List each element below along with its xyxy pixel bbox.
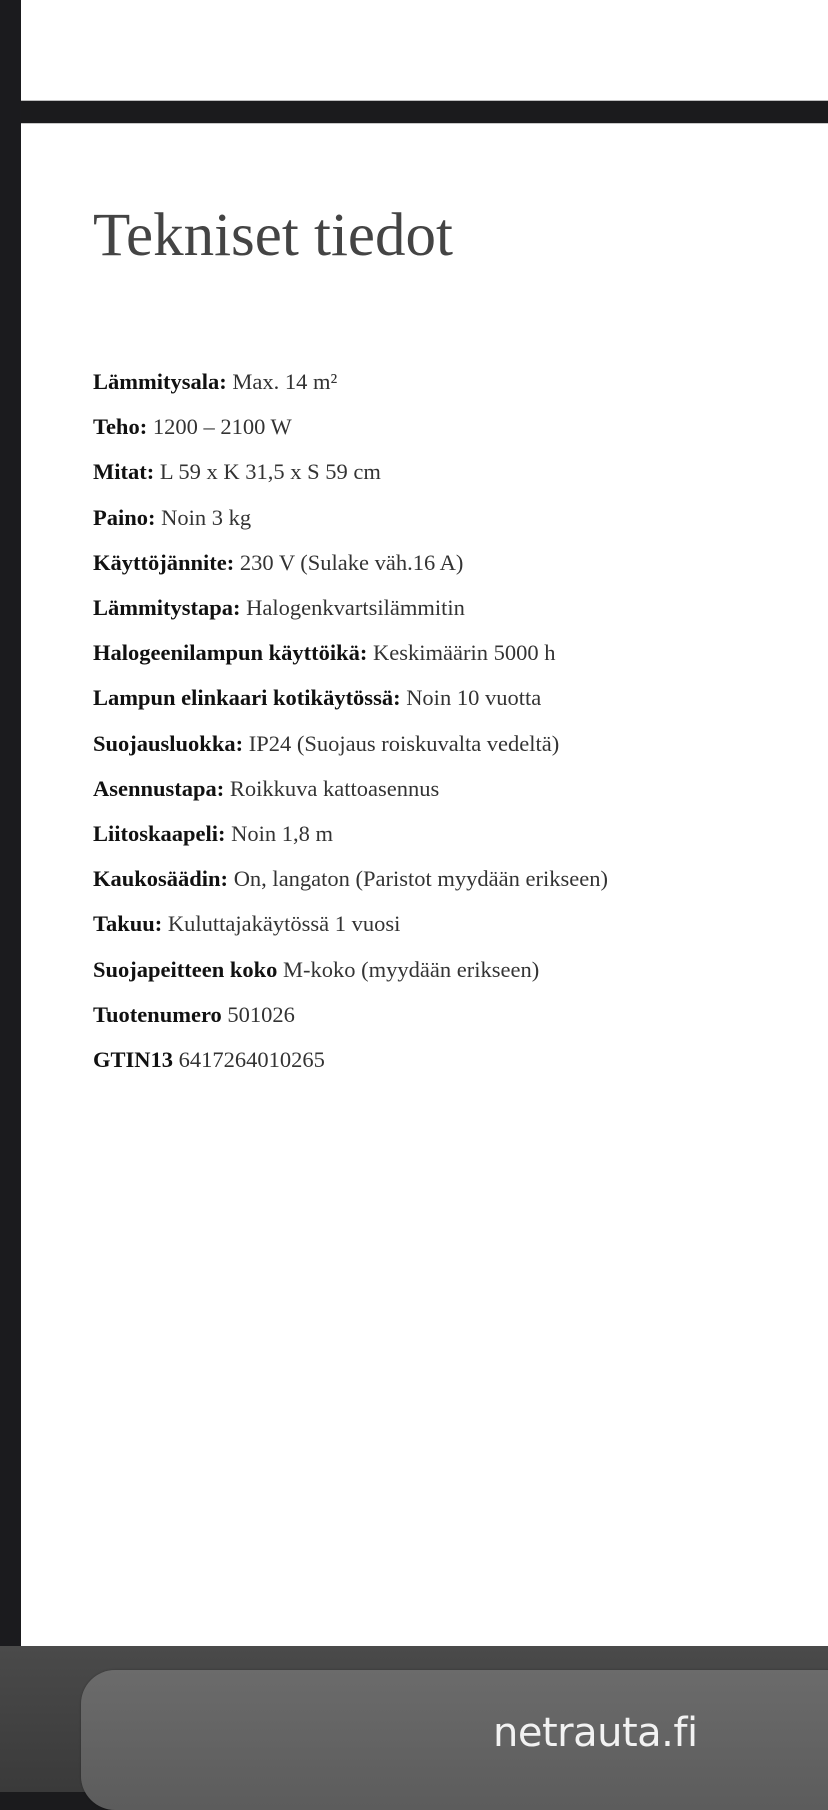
spec-list [93, 359, 608, 1082]
spec-value: Noin 3 kg [161, 504, 252, 530]
section-divider [21, 101, 828, 123]
spec-row-protection-class [93, 721, 608, 766]
left-edge-bar [0, 0, 21, 1646]
browser-toolbar [0, 1646, 828, 1792]
spec-label: Halogeenilampun käyttöikä: [93, 640, 368, 666]
spec-value: Halogenkvartsilämmitin [246, 595, 465, 621]
spec-label: Lämmitysala: [93, 369, 227, 394]
spec-label: Kaukosäädin: [93, 866, 229, 892]
spec-label: Lämmitystapa: [93, 595, 241, 621]
spec-row-warranty [93, 901, 608, 946]
spec-label: Suojapeitteen koko [93, 956, 278, 982]
spec-row-installation [93, 766, 608, 811]
spec-value: 1200 – 2100 W [152, 414, 292, 440]
spec-label: Käyttöjännite: [93, 549, 235, 575]
spec-label: Suojausluokka: [93, 730, 244, 756]
spec-value: Keskimäärin 5000 h [373, 640, 556, 666]
spec-row-product-number [93, 992, 608, 1037]
spec-label: GTIN13 [93, 1047, 174, 1073]
spec-value: 501026 [227, 1001, 295, 1027]
address-bar[interactable] [81, 1670, 828, 1810]
spec-value: Noin 1,8 m [231, 821, 334, 847]
spec-row-remote [93, 856, 608, 901]
spec-value: On, langaton (Paristot myydään erikseen) [233, 866, 608, 892]
spec-row-dimensions [93, 449, 608, 494]
spec-row-heating-method [93, 585, 608, 630]
spec-label: Asennustapa: [93, 775, 225, 801]
spec-row-cable [93, 811, 608, 856]
spec-row-lamp-lifetime [93, 630, 608, 675]
tech-specs-panel [21, 123, 828, 1647]
spec-value: L 59 x K 31,5 x S 59 cm [159, 459, 381, 485]
spec-row-heating-area [93, 359, 608, 404]
spec-value: M-koko (myydään erikseen) [283, 956, 540, 982]
spec-row-lamp-lifecycle [93, 675, 608, 720]
spec-value: Kuluttajakäytössä 1 vuosi [167, 911, 401, 937]
spec-value: 6417264010265 [178, 1047, 325, 1073]
address-bar-url[interactable]: netrauta.fi [493, 1710, 698, 1756]
spec-label: Liitoskaapeli: [93, 821, 226, 847]
spec-row-weight [93, 495, 608, 540]
spec-value: 230 V (Sulake väh.16 A) [239, 549, 464, 575]
spec-label: Tuotenumero [93, 1001, 222, 1027]
spec-value: Noin 10 vuotta [406, 685, 542, 711]
spec-label: Takuu: [93, 911, 163, 937]
spec-value: Max. 14 m² [232, 369, 338, 394]
page-title: Tekniset tiedot [93, 202, 453, 269]
spec-row-gtin13 [93, 1037, 608, 1082]
spec-label: Teho: [93, 414, 148, 440]
spec-row-power [93, 404, 608, 449]
spec-value: IP24 (Suojaus roiskuvalta vedeltä) [248, 730, 560, 756]
spec-value: Roikkuva kattoasennus [229, 775, 440, 801]
spec-label: Mitat: [93, 459, 155, 485]
spec-row-cover-size [93, 947, 608, 992]
spec-label: Paino: [93, 504, 156, 530]
previous-section-panel [21, 0, 828, 101]
spec-label: Lampun elinkaari kotikäytössä: [93, 685, 401, 711]
spec-row-voltage [93, 540, 608, 585]
